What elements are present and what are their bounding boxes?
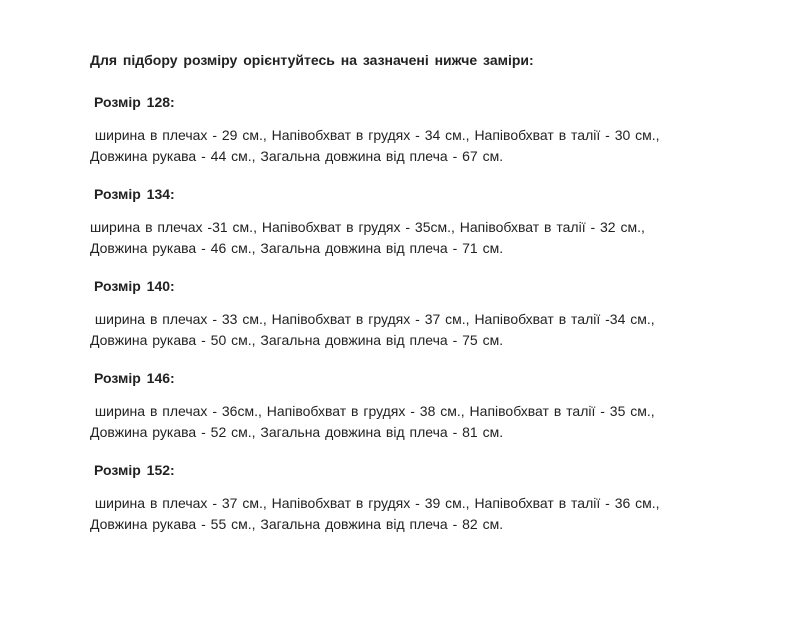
measurements-line: ширина в плечах - 37 см., Напівобхват в грудях - 39 см., Напівобхват в талії - 36 см., xyxy=(90,495,660,511)
measurements-line: Довжина рукава - 44 см., Загальна довжина від плеча - 67 см. xyxy=(90,148,504,164)
size-title: Розмір 146: xyxy=(94,370,175,386)
intro-text: Для підбору розміру орієнтуйтесь на зазначені нижче заміри: xyxy=(90,52,534,68)
size-measurements xyxy=(90,309,730,351)
size-title: Розмір 152: xyxy=(94,462,175,478)
size-block-140 xyxy=(90,276,730,351)
size-block-146 xyxy=(90,368,730,443)
measurements-line: Довжина рукава - 55 см., Загальна довжина від плеча - 82 см. xyxy=(90,516,504,532)
size-guide xyxy=(90,50,730,552)
size-measurements xyxy=(90,217,730,259)
size-measurements xyxy=(90,493,730,535)
measurements-line: ширина в плечах - 33 см., Напівобхват в грудях - 37 см., Напівобхват в талії -34 см., xyxy=(90,311,655,327)
size-title: Розмір 128: xyxy=(94,94,175,110)
measurements-line: Довжина рукава - 52 см., Загальна довжина від плеча - 81 см. xyxy=(90,424,504,440)
size-measurements xyxy=(90,125,730,167)
measurements-line: Довжина рукава - 50 см., Загальна довжина від плеча - 75 см. xyxy=(90,332,504,348)
size-measurements xyxy=(90,401,730,443)
size-title: Розмір 134: xyxy=(94,186,175,202)
size-title: Розмір 140: xyxy=(94,278,175,294)
size-block-134 xyxy=(90,184,730,259)
size-block-152 xyxy=(90,460,730,535)
measurements-line: ширина в плечах - 29 см., Напівобхват в грудях - 34 см., Напівобхват в талії - 30 см., xyxy=(90,127,660,143)
size-block-128 xyxy=(90,92,730,167)
measurements-line: ширина в плечах -31 см., Напівобхват в грудях - 35см., Напівобхват в талії - 32 см., xyxy=(90,219,645,235)
measurements-line: Довжина рукава - 46 см., Загальна довжина від плеча - 71 см. xyxy=(90,240,504,256)
measurements-line: ширина в плечах - 36см., Напівобхват в грудях - 38 см., Напівобхват в талії - 35 см., xyxy=(90,403,655,419)
